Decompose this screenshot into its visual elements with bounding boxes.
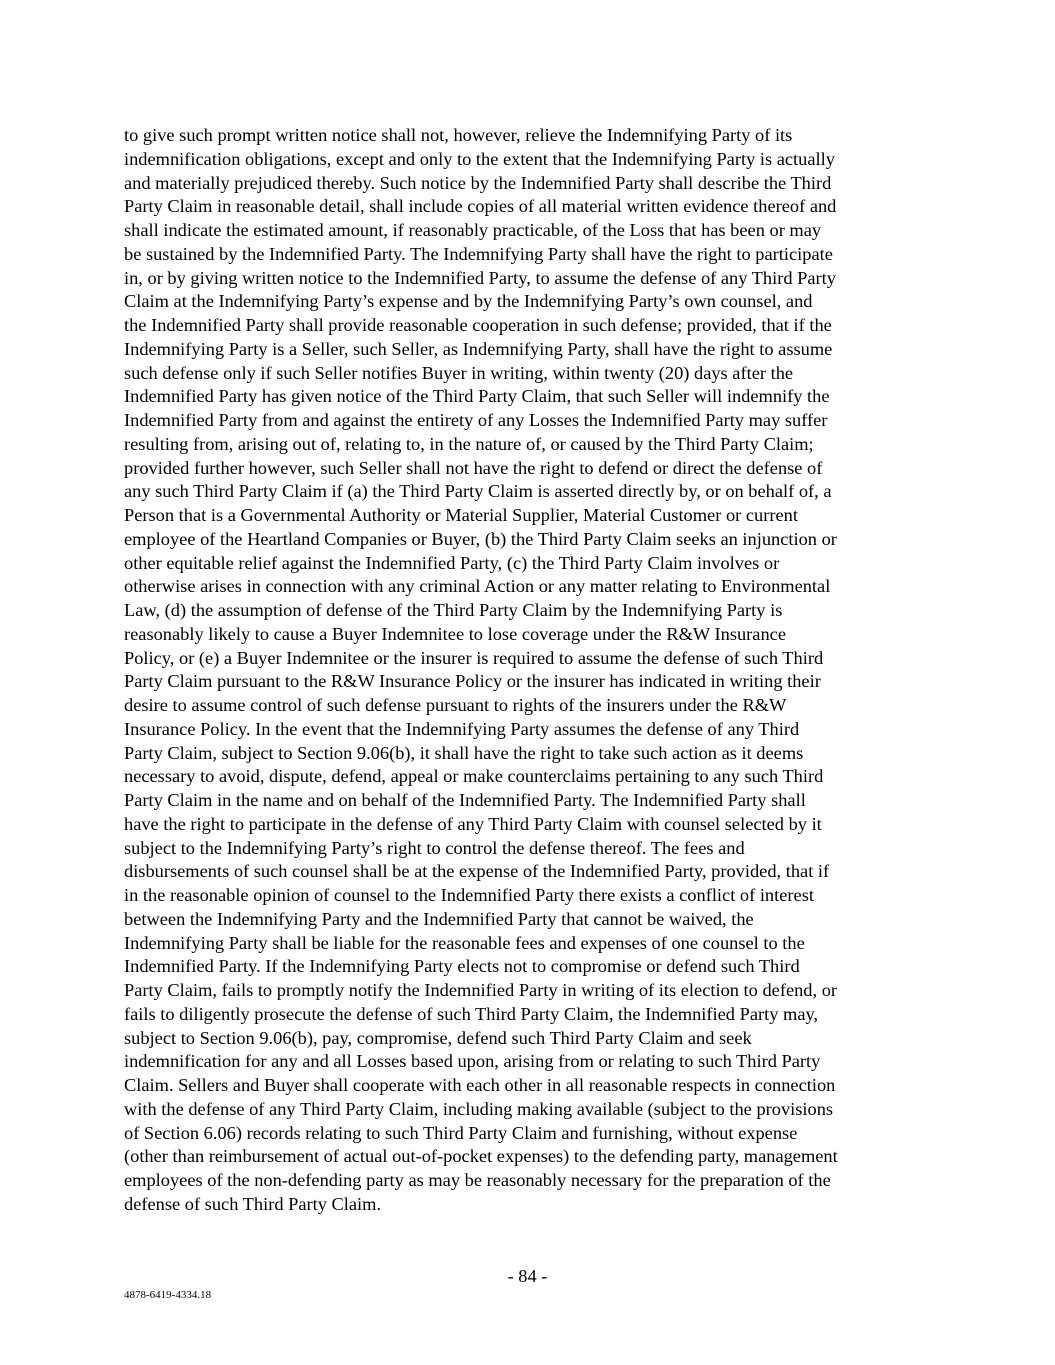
body-text-line: defense of such Third Party Claim. [124, 1193, 382, 1214]
body-text-line: Indemnified Party from and against the entirety of any Losses the Indemnified Party may suffer [124, 410, 828, 430]
body-text-line: of Section 6.06) records relating to such Third Party Claim and furnishing, without expense [124, 1122, 798, 1143]
body-text-line: Indemnifying Party is a Seller, such Seller, as Indemnifying Party, shall have the right to assume [124, 338, 833, 359]
body-text-line: other equitable relief against the Indemnified Party, (c) the Third Party Claim involves or [124, 552, 780, 573]
body-text-line: disbursements of such counsel shall be at the expense of the Indemnified Party, provided, that if [124, 861, 830, 882]
body-text-line: Claim. Sellers and Buyer shall cooperate with each other in all reasonable respects in connection [124, 1075, 836, 1095]
body-text-line: indemnification for any and all Losses based upon, arising from or relating to such Third Party [124, 1051, 821, 1072]
body-text-line: otherwise arises in connection with any criminal Action or any matter relating to Environmental [124, 576, 831, 597]
body-text-line: between the Indemnifying Party and the Indemnified Party that cannot be waived, the [124, 908, 754, 929]
body-text-line: shall indicate the estimated amount, if reasonably practicable, of the Loss that has been or may [124, 220, 822, 240]
body-text-line: Party Claim in the name and on behalf of the Indemnified Party. The Indemnified Party shall [124, 790, 806, 810]
body-text-line: be sustained by the Indemnified Party. The Indemnifying Party shall have the right to participate [124, 243, 833, 264]
body-text-line: Policy, or (e) a Buyer Indemnitee or the insurer is required to assume the defense of such Third [124, 647, 824, 668]
body-text-line: employee of the Heartland Companies or Buyer, (b) the Third Party Claim seeks an injunction or [124, 528, 837, 549]
body-text-line: Party Claim pursuant to the R&W Insurance Policy or the insurer has indicated in writing their [124, 671, 821, 692]
body-text-line: Party Claim, fails to promptly notify the Indemnified Party in writing of its election to defend, or [124, 980, 838, 1000]
body-text-line: Indemnified Party. If the Indemnifying Party elects not to compromise or defend such Third [124, 956, 800, 977]
body-text-line: reasonably likely to cause a Buyer Indemnitee to lose coverage under the R&W Insurance [124, 623, 786, 644]
document-id: 4878-6419-4334.18 [124, 1289, 212, 1301]
body-text-line: (other than reimbursement of actual out-of-pocket expenses) to the defending party, management [124, 1146, 838, 1167]
body-text-line: such defense only if such Seller notifies Buyer in writing, within twenty (20) days after the [124, 362, 794, 383]
body-text-line: Insurance Policy. In the event that the Indemnifying Party assumes the defense of any Third [124, 718, 800, 739]
body-text-line: Party Claim, subject to Section 9.06(b), it shall have the right to take such action as it deems [124, 742, 804, 763]
body-text-line: and materially prejudiced thereby. Such notice by the Indemnified Party shall describe the Third [124, 172, 832, 193]
body-text-line: subject to the Indemnifying Party’s right to control the defense thereof. The fees and [124, 837, 745, 858]
body-text-line: indemnification obligations, except and only to the extent that the Indemnifying Party is actually [124, 148, 835, 169]
body-text-line: Claim at the Indemnifying Party’s expense and by the Indemnifying Party’s own counsel, and [124, 291, 813, 312]
page-number: - 84 - [507, 1266, 548, 1286]
body-text-line: Indemnifying Party shall be liable for the reasonable fees and expenses of one counsel to the [124, 932, 805, 953]
body-text-line: the Indemnified Party shall provide reasonable cooperation in such defense; provided, that if the [124, 315, 832, 335]
body-text-line: Indemnified Party has given notice of the Third Party Claim, that such Seller will indemnify the [124, 386, 830, 407]
body-text-line: necessary to avoid, dispute, defend, appeal or make counterclaims pertaining to any such Third [124, 766, 824, 787]
body-paragraph [124, 124, 936, 1217]
body-text-line: to give such prompt written notice shall not, however, relieve the Indemnifying Party of its [124, 125, 793, 145]
body-text-line: resulting from, arising out of, relating to, in the nature of, or caused by the Third Party Claim; [124, 433, 814, 454]
body-text-line: Person that is a Governmental Authority or Material Supplier, Material Customer or current [124, 505, 798, 525]
body-text-line: desire to assume control of such defense pursuant to rights of the insurers under the R&W [124, 695, 787, 715]
body-text-line: with the defense of any Third Party Claim, including making available (subject to the provisions [124, 1098, 834, 1119]
body-text-line: employees of the non-defending party as may be reasonably necessary for the preparation of the [124, 1170, 831, 1190]
body-text-line: subject to Section 9.06(b), pay, compromise, defend such Third Party Claim and seek [124, 1027, 752, 1048]
body-text-line: have the right to participate in the defense of any Third Party Claim with counsel selected by it [124, 813, 822, 834]
body-text-line: provided further however, such Seller shall not have the right to defend or direct the defense of [124, 457, 823, 478]
body-text-line: any such Third Party Claim if (a) the Third Party Claim is asserted directly by, or on behalf of, a [124, 481, 832, 502]
body-text-line: Law, (d) the assumption of defense of the Third Party Claim by the Indemnifying Party is [124, 600, 783, 620]
body-text-line: in, or by giving written notice to the Indemnified Party, to assume the defense of any Third Party [124, 267, 836, 288]
body-text-line: Party Claim in reasonable detail, shall include copies of all material written evidence thereof and [124, 196, 837, 217]
body-text-line: fails to diligently prosecute the defense of such Third Party Claim, the Indemnified Party may, [124, 1003, 819, 1024]
body-text-line: in the reasonable opinion of counsel to the Indemnified Party there exists a conflict of interest [124, 885, 814, 905]
